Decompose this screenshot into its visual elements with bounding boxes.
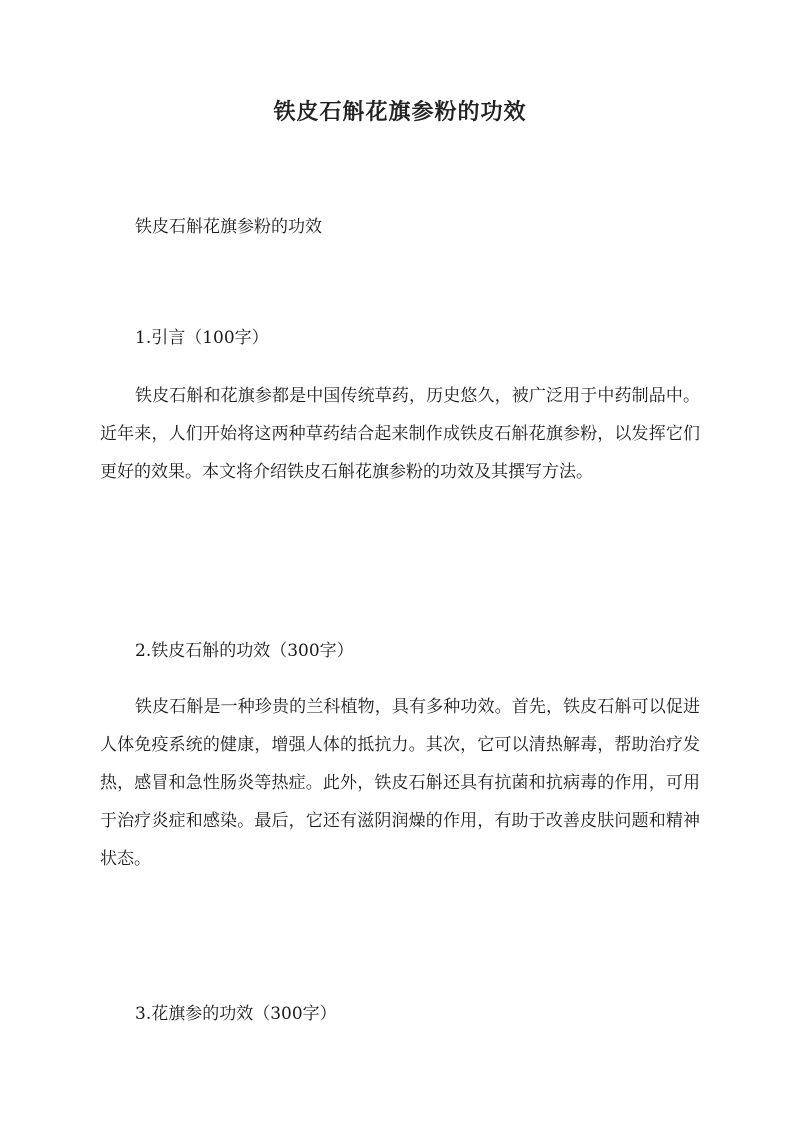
section-paragraph-intro: 铁皮石斛和花旗参都是中国传统草药，历史悠久，被广泛用于中药制品中。近年来，人们开始将这两种草药结合起来制作成铁皮石斛花旗参粉，以发挥它们更好的效果。本文将介绍铁皮石斛花旗参粉的功效及其撰写方法。 [100, 386, 700, 482]
section-heading-american-ginseng: 3.花旗参的功效（300字） [135, 1004, 337, 1024]
section-heading-intro: 1.引言（100字） [135, 328, 269, 348]
document-subtitle: 铁皮石斛花旗参粉的功效 [135, 217, 322, 237]
section-heading-dendrobium: 2.铁皮石斛的功效（300字） [135, 641, 354, 661]
section-paragraph-dendrobium: 铁皮石斛是一种珍贵的兰科植物，具有多种功效。首先，铁皮石斛可以促进人体免疫系统的健康，增强人体的抵抗力。其次，它可以清热解毒，帮助治疗发热，感冒和急性肠炎等热症。此外，铁皮石斛还具有抗菌和抗病毒的作用，可用于治疗炎症和感染。最后，它还有滋阴润燥的作用，有助于改善皮肤问题和精神状态。 [100, 697, 700, 869]
document-title: 铁皮石斛花旗参粉的功效 [273, 99, 527, 125]
